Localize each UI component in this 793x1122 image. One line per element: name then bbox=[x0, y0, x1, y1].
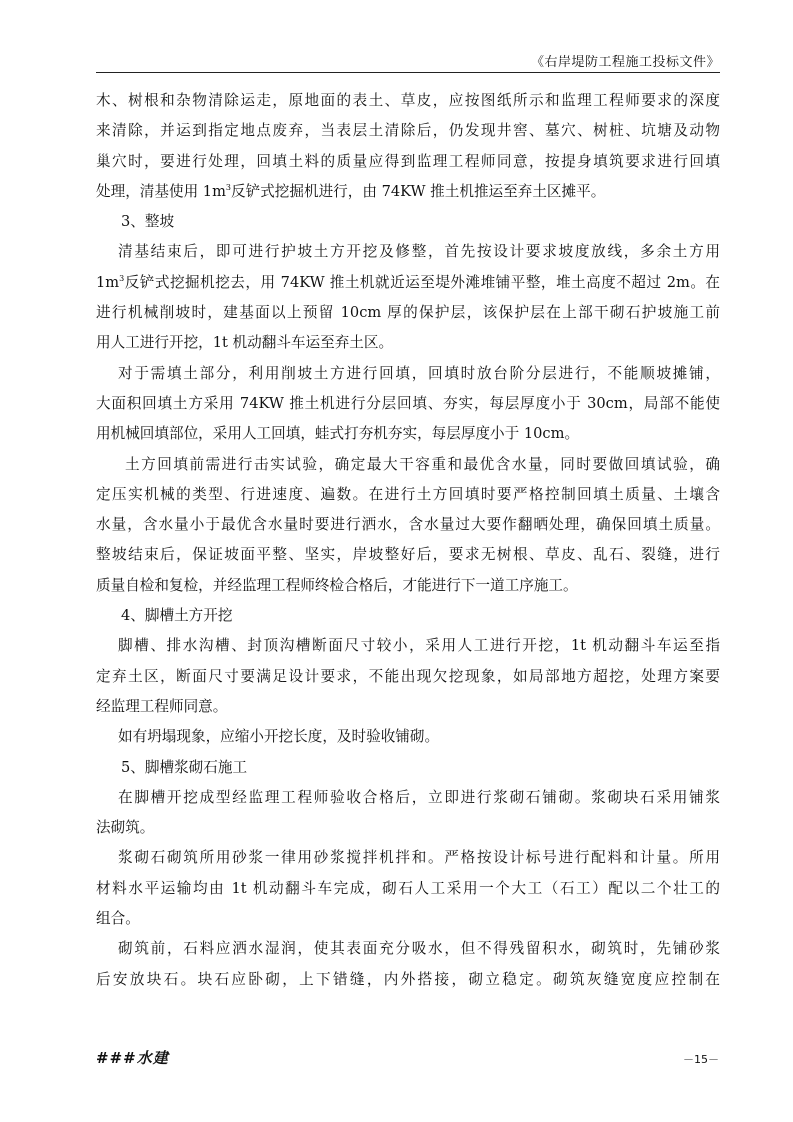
body-line: 法砌筑。 bbox=[96, 819, 155, 837]
body-line: 在脚槽开挖成型经监理工程师验收合格后，立即进行浆砌石铺砌。浆砌块石采用铺浆 bbox=[118, 788, 720, 806]
body-line: 经监理工程师同意。 bbox=[96, 697, 228, 715]
body-line: 木、树根和杂物清除运走，原地面的表土、草皮，应按图纸所示和监理工程师要求的深度 bbox=[96, 92, 720, 109]
page-number: －15－ bbox=[683, 1053, 719, 1066]
body-line: 砌筑前，石料应洒水湿润，使其表面充分吸水，但不得残留积水，砌筑时，先铺砂浆 bbox=[118, 940, 720, 958]
body-line: 用人工进行开挖，1t 机动翻斗车运至弃土区。 bbox=[96, 334, 394, 352]
body-line bbox=[96, 177, 720, 207]
body-line: 浆砌石砌筑所用砂浆一律用砂浆搅拌机拌和。严格按设计标号进行配料和计量。所用 bbox=[118, 849, 720, 867]
body-line: 土方回填前需进行击实试验，确定最大干容重和最优含水量，同时要做回填试验，确 bbox=[125, 455, 720, 473]
body-line: 后安放块石。块石应卧砌，上下错缝，内外搭接，砌立稳定。砌筑灰缝宽度应控制在 bbox=[96, 970, 720, 988]
section-heading: 3、整坡 bbox=[121, 213, 175, 231]
body-line: 如有坍塌现象，应缩小开挖长度，及时验收铺砌。 bbox=[118, 728, 440, 746]
body-line: 巢穴时，要进行处理，回填土料的质量应得到监理工程师同意，按提身填筑要求进行回填 bbox=[96, 152, 720, 170]
body-line: 组合。 bbox=[96, 910, 140, 928]
body-line: 水量，含水量小于最优含水量时要进行洒水，含水量过大要作翻晒处理，确保回填土质量。 bbox=[96, 516, 720, 534]
body-line bbox=[96, 268, 720, 298]
body-line: 定弃土区，断面尺寸要满足设计要求，不能出现欠挖现象，如局部地方超挖，处理方案要 bbox=[96, 667, 720, 685]
body-line: 用机械回填部位，采用人工回填，蛙式打夯机夯实，每层厚度小于 10cm。 bbox=[96, 425, 580, 443]
body-line: 进行机械削坡时，建基面以上预留 10cm 厚的保护层，该保护层在上部干砌石护坡施工前 bbox=[96, 304, 720, 322]
body-line: 质量自检和复检，并经监理工程师终检合格后，才能进行下一道工序施工。 bbox=[96, 576, 578, 594]
body-line: 大面积回填土方采用 74KW 推土机进行分层回填、夯实，每层厚度小于 30cm，局部不能使 bbox=[96, 394, 720, 412]
body-line: 来清除，并运到指定地点废弃，当表层土清除后，仍发现井窖、墓穴、树桩、坑塘及动物 bbox=[96, 122, 720, 140]
body-line: 整坡结束后，保证坡面平整、坚实，岸坡整好后，要求无树根、草皮、乱石、裂缝，进行 bbox=[96, 546, 720, 564]
body-line: 材料水平运输均由 1t 机动翻斗车完成，砌石人工采用一个大工（石工）配以二个壮工的 bbox=[96, 879, 720, 897]
line-text: 反铲式挖掘机挖去，用 74KW 推土机就近运至堤外滩堆铺平整，堆土高度不超过 2m。在 bbox=[124, 273, 720, 291]
document-header-title: 《右岸堤防工程施工投标文件》 bbox=[530, 55, 720, 70]
superscript: 3 bbox=[225, 183, 232, 193]
line-text: 反铲式挖掘机进行，由 74KW 推土机推运至弃土区摊平。 bbox=[231, 182, 606, 200]
body-line: 脚槽、排水沟槽、封顶沟槽断面尺寸较小，采用人工进行开挖，1t 机动翻斗车运至指 bbox=[118, 637, 720, 655]
header-divider bbox=[96, 72, 720, 73]
line-text: 1m bbox=[96, 273, 120, 291]
superscript: 3 bbox=[119, 273, 125, 283]
body-line: 对于需填土部分，利用削坡土方进行回填，回填时放台阶分层进行，不能顺坡摊铺， bbox=[118, 364, 720, 382]
line-text: 处理，清基使用 1m bbox=[96, 182, 226, 200]
footer-company: ###水建 bbox=[96, 1049, 169, 1067]
body-line: 定压实机械的类型、行进速度、遍数。在进行土方回填时要严格控制回填土质量、土壤含 bbox=[96, 485, 720, 503]
body-line: 清基结束后，即可进行护坡土方开挖及修整，首先按设计要求坡度放线，多余土方用 bbox=[118, 243, 720, 261]
section-heading: 4、脚槽土方开挖 bbox=[121, 607, 233, 625]
section-heading: 5、脚槽浆砌石施工 bbox=[121, 758, 248, 776]
document-body bbox=[96, 86, 720, 995]
